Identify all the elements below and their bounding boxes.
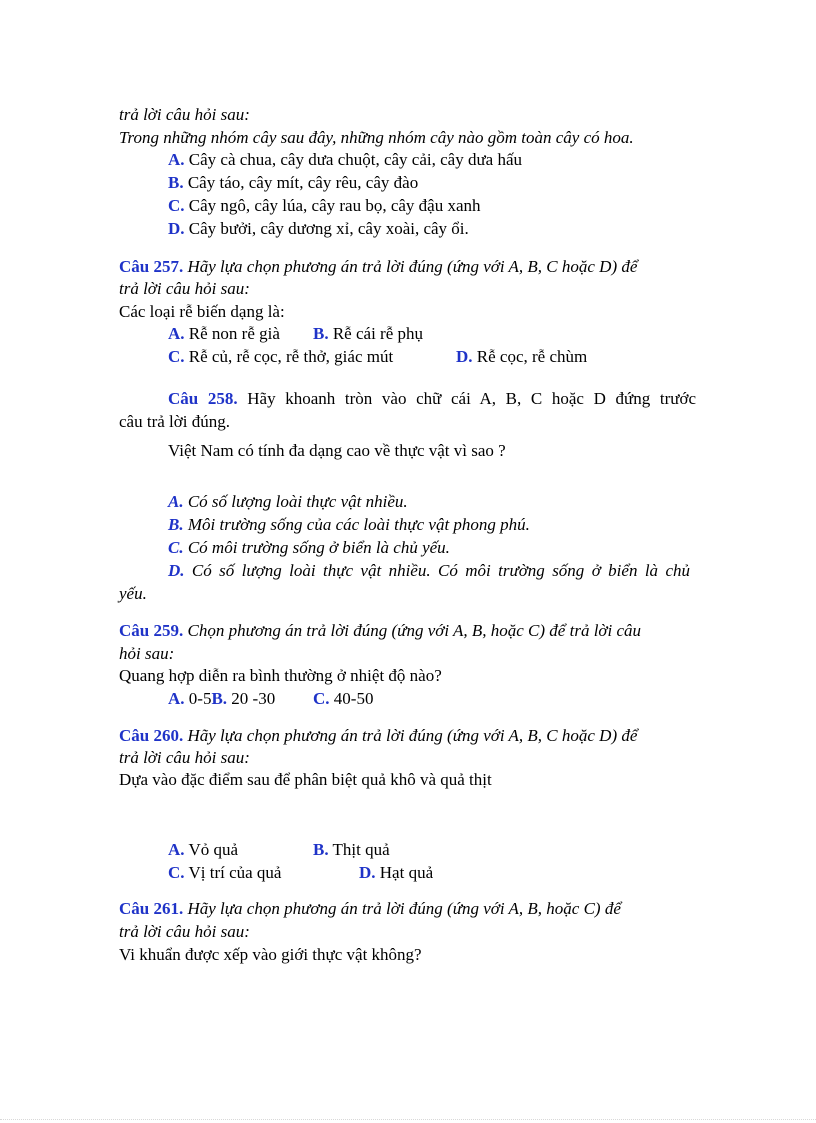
option-letter: D. (456, 347, 473, 366)
q257-option-c (168, 346, 393, 368)
page-bottom-border (0, 1119, 816, 1121)
q260-option-a (168, 839, 238, 861)
q256-option-a (168, 149, 522, 171)
option-text: Vị trí của quả (184, 863, 282, 882)
q257-option-a (168, 323, 280, 345)
q258-option-d-cont: yếu. (119, 584, 147, 603)
q257-instruction-cont: trả lời câu hỏi sau: (119, 279, 250, 298)
option-letter: B. (168, 173, 184, 192)
option-text: Thịt quả (328, 840, 390, 859)
option-text: Rễ củ, rễ cọc, rễ thở, giác mút (184, 347, 394, 366)
q261-instruction (119, 898, 621, 920)
q260-instruction (119, 725, 637, 747)
question-label: Câu 259. (119, 621, 184, 640)
q259-instruction (119, 620, 641, 642)
option-text: Rễ cọc, rễ chùm (472, 347, 588, 366)
option-text: 40-50 (329, 689, 374, 708)
option-letter: B. (211, 689, 228, 708)
q256-option-b (168, 172, 418, 194)
option-letter: B. (168, 515, 184, 534)
instruction-text: Hãy lựa chọn phương án trả lời đúng (ứng với A, B, hoặc C) để (183, 899, 621, 918)
option-letter: D. (168, 219, 185, 238)
q258-question: Việt Nam có tính đa dạng cao về thực vật vì sao ? (168, 441, 506, 460)
q257-option-d (456, 346, 587, 368)
option-text: Cây ngô, cây lúa, cây rau bọ, cây đậu xanh (184, 196, 481, 215)
option-text: Có số lượng loài thực vật nhiều. (183, 492, 408, 511)
q261-instruction-cont: trả lời câu hỏi sau: (119, 922, 250, 941)
option-letter: C. (168, 196, 185, 215)
question-label: Câu 260. (119, 726, 184, 745)
option-letter: D. (359, 863, 376, 882)
q260-option-d (359, 862, 433, 884)
question-label: Câu 258. (168, 389, 238, 408)
q258-instruction-cont: câu trả lời đúng. (119, 412, 230, 431)
q259-options-row (168, 688, 275, 710)
option-letter: A. (168, 324, 185, 343)
option-letter: D. (168, 561, 185, 580)
q256-option-c (168, 195, 481, 217)
q258-option-c (168, 537, 450, 559)
option-letter: A. (168, 492, 184, 511)
option-text: Rễ cái rễ phụ (328, 324, 423, 343)
option-letter: A. (168, 150, 185, 169)
q260-option-b (313, 839, 390, 861)
q258-instruction (168, 388, 696, 410)
q260-instruction-cont: trả lời câu hỏi sau: (119, 748, 250, 767)
q257-option-b (313, 323, 423, 345)
q256-question: Trong những nhóm cây sau đây, những nhóm cây nào gồm toàn cây có hoa. (119, 128, 634, 147)
q261-question: Vi khuẩn được xếp vào giới thực vật không? (119, 945, 422, 964)
q256-option-d (168, 218, 469, 240)
option-text: Cây bưởi, cây dương xỉ, cây xoài, cây ổi. (184, 219, 469, 238)
question-label: Câu 261. (119, 899, 184, 918)
instruction-text: Hãy khoanh tròn vào chữ cái A, B, C hoặc D đứng trước (237, 389, 696, 408)
q257-question: Các loại rễ biến dạng là: (119, 302, 285, 321)
q258-option-b (168, 514, 530, 536)
option-letter: C. (168, 863, 185, 882)
option-text: Hạt quả (375, 863, 434, 882)
q259-instruction-cont: hỏi sau: (119, 644, 175, 663)
q258-option-a (168, 491, 408, 513)
option-text: Có môi trường sống ở biển là chủ yếu. (183, 538, 450, 557)
q258-option-d (168, 560, 690, 582)
option-text: Có số lượng loài thực vật nhiều. Có môi trường sống ở biển là chủ (184, 561, 690, 580)
option-text: Rễ non rễ già (184, 324, 280, 343)
option-letter: C. (313, 689, 330, 708)
q259-option-c (313, 688, 373, 710)
q256-intro: trả lời câu hỏi sau: (119, 105, 250, 124)
option-text: 20 -30 (227, 689, 276, 708)
option-text: 0-5 (184, 689, 212, 708)
option-letter: A. (168, 689, 185, 708)
option-letter: B. (313, 324, 329, 343)
option-letter: C. (168, 347, 185, 366)
q257-instruction (119, 256, 637, 278)
option-letter: A. (168, 840, 185, 859)
q260-question: Dựa vào đặc điểm sau để phân biệt quả khô và quả thịt (119, 770, 492, 789)
instruction-text: Chọn phương án trả lời đúng (ứng với A, B, hoặc C) để trả lời câu (183, 621, 642, 640)
q260-option-c (168, 862, 281, 884)
instruction-text: Hãy lựa chọn phương án trả lời đúng (ứng với A, B, C hoặc D) để (183, 726, 638, 745)
question-label: Câu 257. (119, 257, 184, 276)
q259-question: Quang hợp diễn ra bình thường ở nhiệt độ nào? (119, 666, 442, 685)
instruction-text: Hãy lựa chọn phương án trả lời đúng (ứng với A, B, C hoặc D) để (183, 257, 638, 276)
option-letter: C. (168, 538, 184, 557)
option-text: Vỏ quả (184, 840, 239, 859)
option-letter: B. (313, 840, 329, 859)
option-text: Môi trường sống của các loài thực vật phong phú. (183, 515, 530, 534)
option-text: Cây táo, cây mít, cây rêu, cây đào (183, 173, 419, 192)
option-text: Cây cà chua, cây dưa chuột, cây cải, cây dưa hấu (184, 150, 523, 169)
